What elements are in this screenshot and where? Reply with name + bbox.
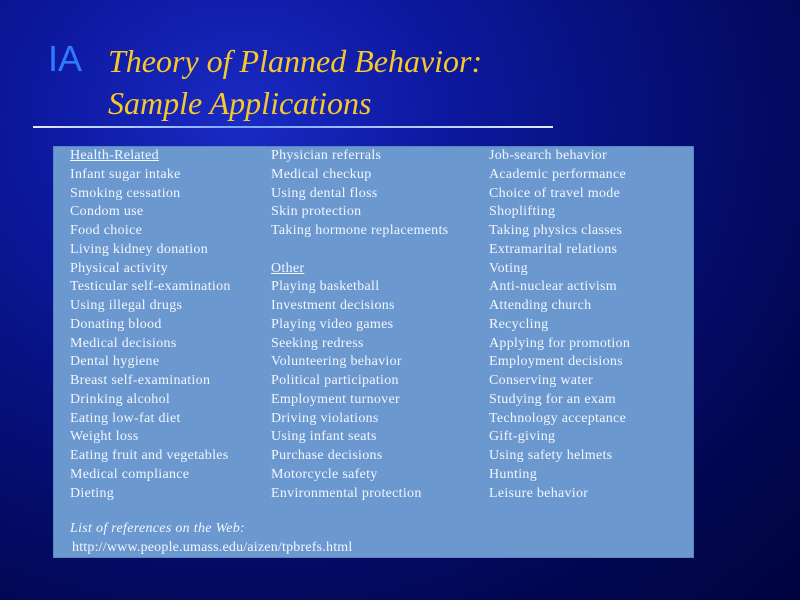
list-item: Medical compliance	[70, 466, 190, 482]
list-item: Breast self-examination	[70, 373, 211, 388]
list-item: Food choice	[70, 223, 143, 238]
list-item: Hunting	[489, 466, 537, 482]
list-item: Weight loss	[70, 429, 139, 445]
list-item: Attending church	[489, 298, 592, 313]
list-item: Using dental floss	[271, 185, 378, 201]
spacer	[271, 241, 448, 260]
list-item: Academic performance	[489, 166, 626, 182]
list-item: Choice of travel mode	[489, 185, 621, 201]
list-item: Recycling	[489, 316, 549, 332]
list-item: Using safety helmets	[489, 448, 613, 463]
column-health-related	[70, 147, 231, 503]
list-item: Drinking alcohol	[70, 391, 171, 407]
list-item: Dental hygiene	[70, 354, 160, 370]
list-item: Using infant seats	[271, 429, 377, 445]
list-item: Living kidney donation	[70, 241, 209, 257]
list-item: Employment decisions	[489, 354, 623, 370]
list-item: Playing basketball	[271, 279, 380, 295]
list-item: Medical decisions	[70, 335, 177, 351]
list-item: Eating fruit and vegetables	[70, 448, 229, 463]
list-item: Playing video games	[271, 316, 394, 332]
list-item: Condom use	[70, 204, 144, 220]
heading-other: Other	[271, 260, 305, 276]
list-item: Volunteering behavior	[271, 354, 402, 370]
list-item: Studying for an exam	[489, 391, 616, 407]
list-item: Investment decisions	[271, 298, 395, 313]
list-item: Anti-nuclear activism	[489, 279, 617, 295]
column-middle	[271, 147, 448, 503]
list-item: Shoplifting	[489, 204, 556, 220]
list-item: Environmental protection	[271, 485, 422, 501]
list-item: Conserving water	[489, 373, 593, 388]
list-item: Smoking cessation	[70, 185, 181, 201]
list-item: Seeking redress	[271, 335, 364, 351]
list-item: Eating low-fat diet	[70, 410, 181, 426]
list-item: Taking physics classes	[489, 223, 623, 238]
list-item: Purchase decisions	[271, 448, 383, 463]
list-item: Physical activity	[70, 260, 169, 276]
list-item: Leisure behavior	[489, 485, 589, 501]
list-item: Voting	[489, 260, 528, 276]
title-divider	[33, 126, 553, 128]
list-item: Employment turnover	[271, 391, 400, 407]
slide-title-line-2: Sample Applications	[108, 85, 372, 121]
list-item: Testicular self-examination	[70, 279, 231, 295]
list-item: Skin protection	[271, 204, 362, 220]
list-item: Taking hormone replacements	[271, 223, 449, 238]
list-item: Technology acceptance	[489, 410, 627, 426]
list-item: Donating blood	[70, 316, 162, 332]
slide-id-label: IA	[48, 38, 83, 79]
list-item: Using illegal drugs	[70, 298, 183, 313]
list-item: Dieting	[70, 485, 115, 501]
references-label: List of references on the Web:	[70, 521, 246, 536]
list-item: Infant sugar intake	[70, 166, 181, 182]
column-right	[489, 147, 630, 503]
applications-panel	[53, 146, 694, 558]
list-item: Driving violations	[271, 410, 379, 426]
list-item: Job-search behavior	[489, 148, 608, 163]
list-item: Extramarital relations	[489, 241, 618, 257]
slide-title-line-1: Theory of Planned Behavior:	[108, 43, 483, 79]
list-item: Gift-giving	[489, 429, 556, 445]
references-url[interactable]: http://www.people.umass.edu/aizen/tpbrefs.html	[72, 540, 353, 555]
list-item: Physician referrals	[271, 148, 382, 163]
list-item: Medical checkup	[271, 166, 372, 182]
list-item: Applying for promotion	[489, 335, 631, 351]
slide-title	[108, 40, 482, 124]
heading-health-related: Health-Related	[70, 148, 159, 163]
list-item: Motorcycle safety	[271, 466, 378, 482]
list-item: Political participation	[271, 373, 399, 388]
